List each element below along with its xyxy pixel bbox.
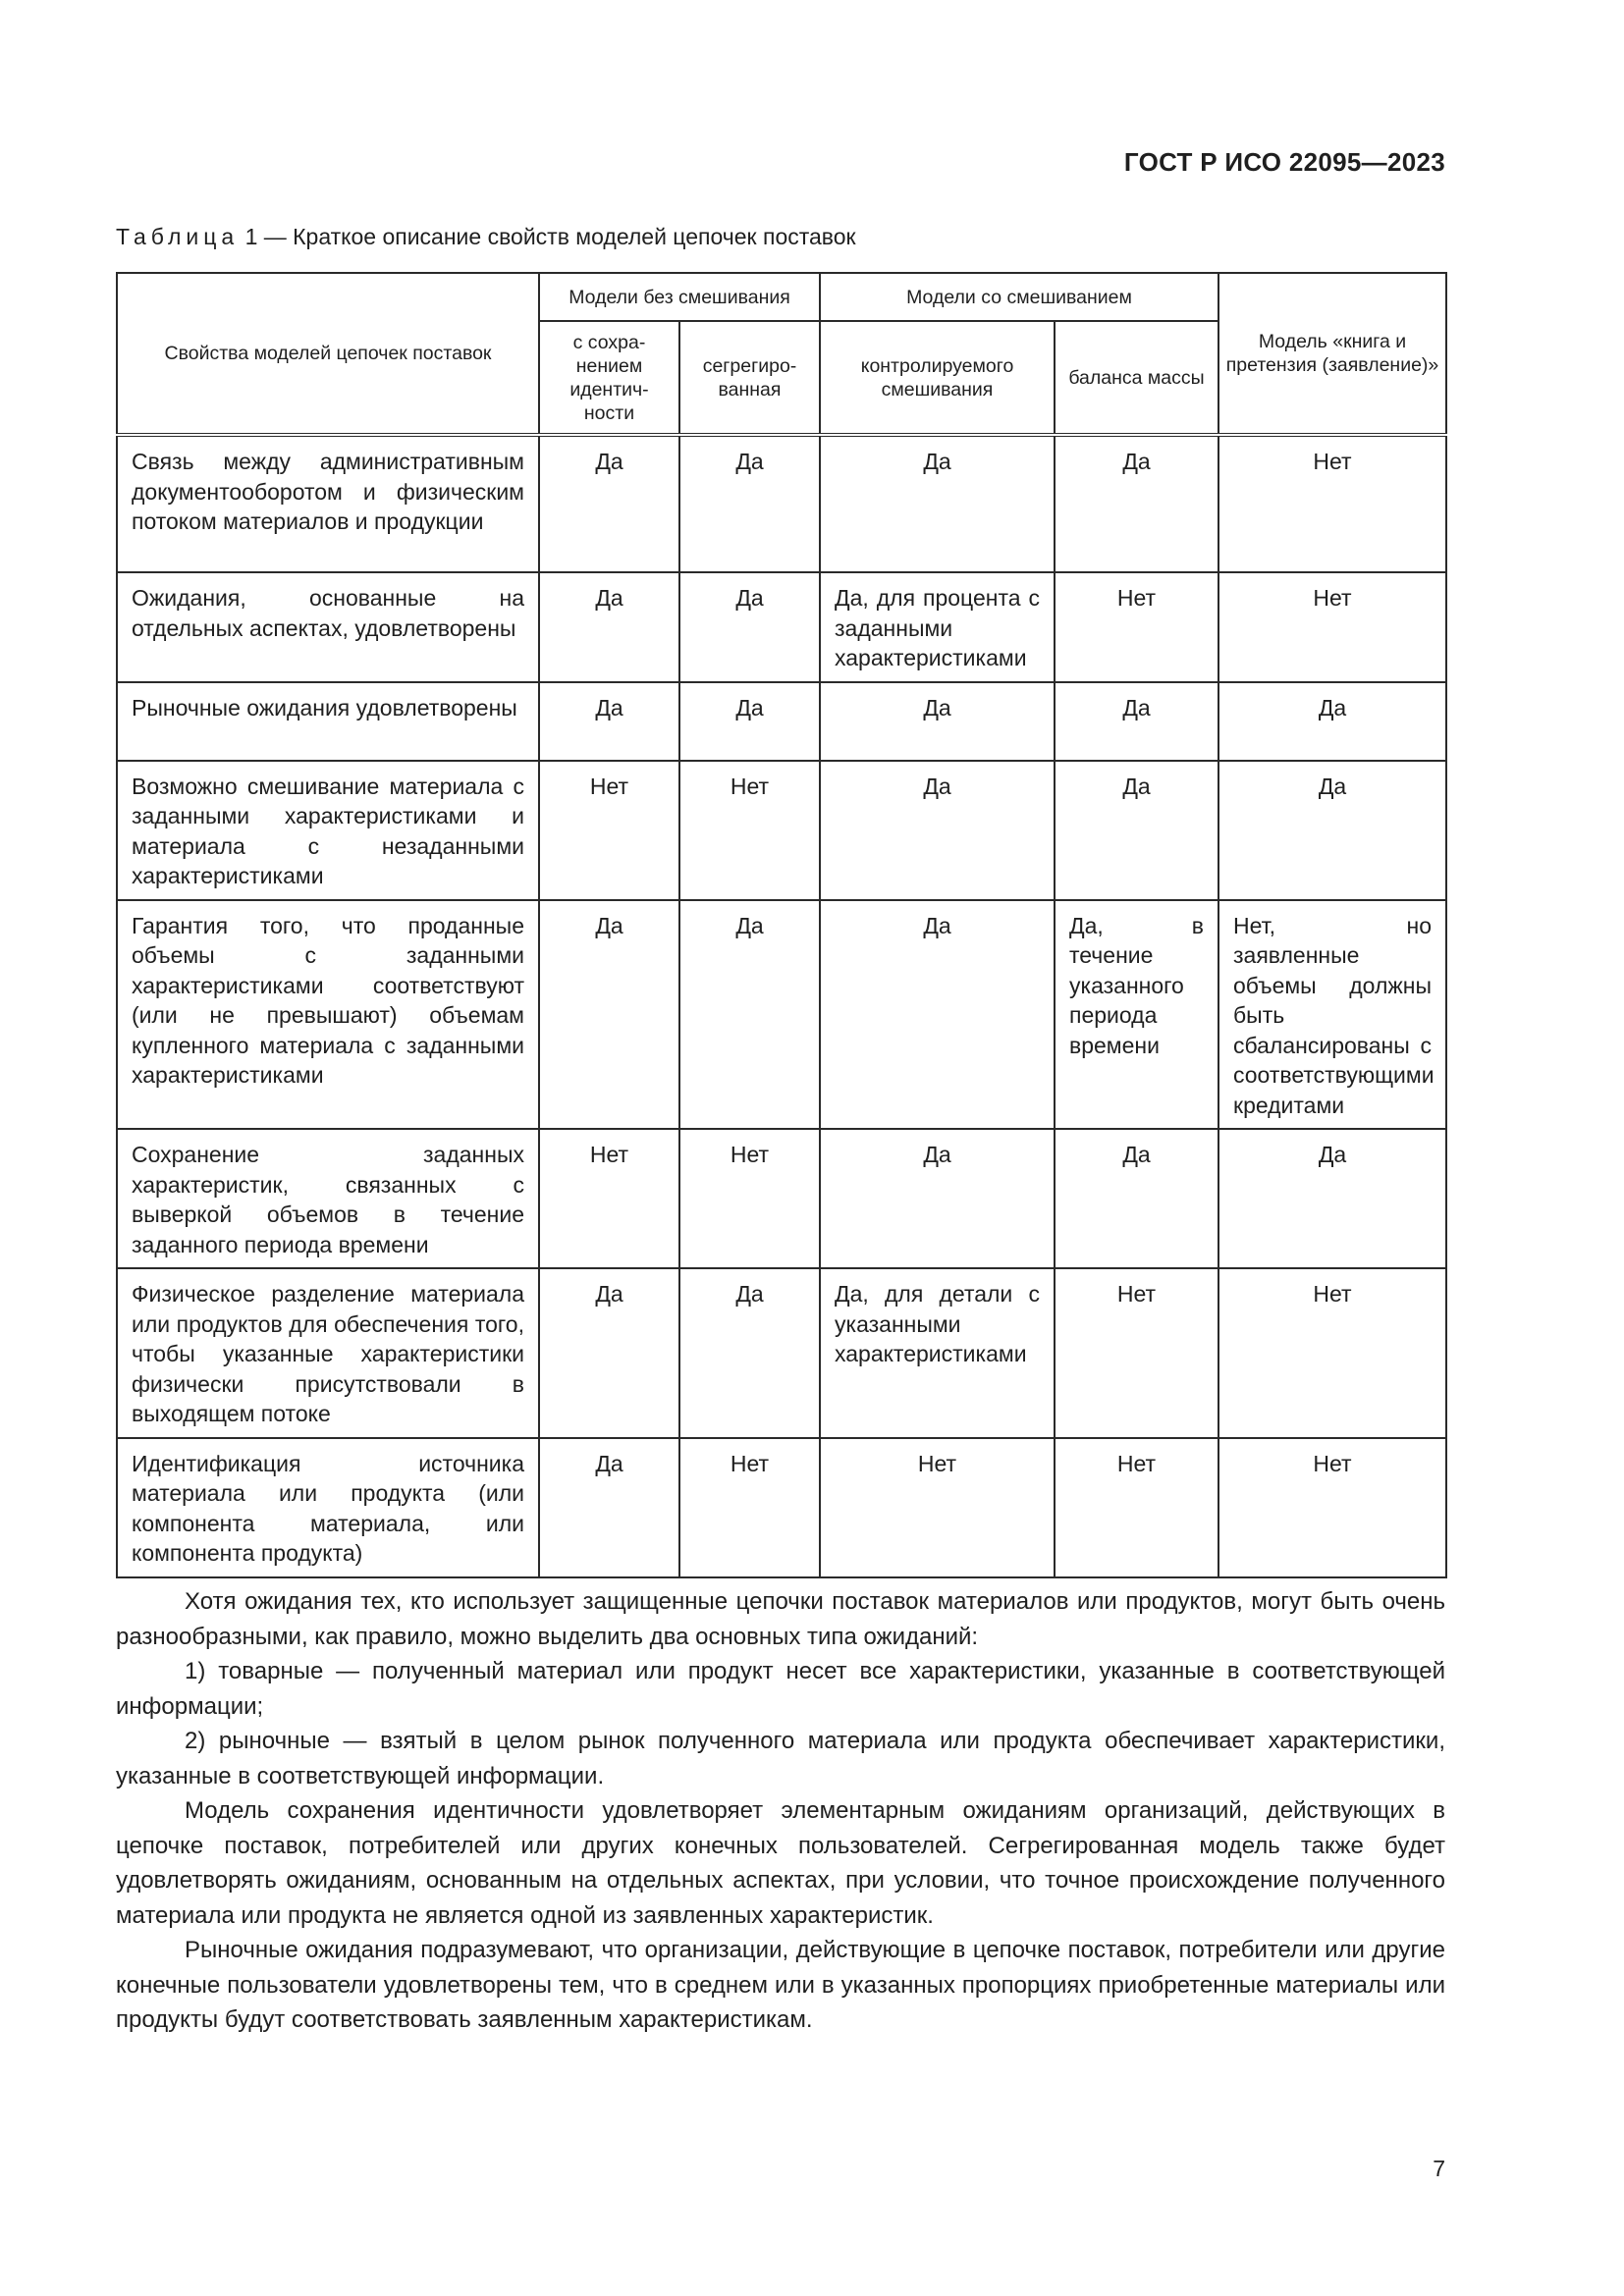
identity-cell: Да <box>539 1268 679 1438</box>
mass-balance-cell: Да <box>1055 1129 1218 1268</box>
property-cell: Ожидания, основанные на отдельных аспектах, удовлетворены <box>117 572 539 682</box>
paragraph: 1) товарные — полученный материал или продукт несет все характеристики, указанные в соответствующей информации; <box>116 1658 1445 1720</box>
document-code-header: ГОСТ Р ИСО 22095—2023 <box>1123 147 1445 177</box>
paragraph: 2) рыночные — взятый в целом рынок полученного материала или продукта обеспечивает характеристики, указанные в соответствующей информации. <box>116 1728 1445 1789</box>
paragraph: Хотя ожидания тех, кто использует защищенные цепочки поставок материалов или продуктов, могут быть очень разнообразными, как правило, можно выделить два основных типа ожиданий: <box>116 1588 1445 1650</box>
controlled-cell: Да <box>820 1129 1055 1268</box>
book-claim-cell: Нет <box>1218 1438 1446 1577</box>
table-row <box>117 1438 1446 1577</box>
controlled-cell: Да, для процента с заданными характеристиками <box>820 572 1055 682</box>
table-caption <box>116 224 856 250</box>
identity-cell: Да <box>539 1438 679 1577</box>
identity-cell: Да <box>539 900 679 1130</box>
book-claim-cell: Нет <box>1218 1268 1446 1438</box>
controlled-cell: Да <box>820 900 1055 1130</box>
segregated-cell: Нет <box>679 1129 820 1268</box>
table-row <box>117 761 1446 900</box>
mass-balance-cell: Нет <box>1055 1268 1218 1438</box>
property-cell: Сохранение заданных характеристик, связанных с выверкой объемов в течение заданного периода времени <box>117 1129 539 1268</box>
header-segregated: сегрегиро-ванная <box>679 321 820 435</box>
segregated-cell: Да <box>679 682 820 761</box>
book-claim-cell: Да <box>1218 761 1446 900</box>
segregated-cell: Нет <box>679 1438 820 1577</box>
table-caption-label: Таблица <box>116 224 240 249</box>
identity-cell: Да <box>539 435 679 572</box>
book-claim-cell: Нет, но заявленные объемы должны быть сбалансированы с соответствующими кредитами <box>1218 900 1446 1130</box>
segregated-cell: Да <box>679 435 820 572</box>
book-claim-cell: Да <box>1218 682 1446 761</box>
table-header <box>117 273 1446 435</box>
body-text <box>116 1584 1445 2038</box>
header-mass-balance: баланса массы <box>1055 321 1218 435</box>
segregated-cell: Да <box>679 1268 820 1438</box>
table-caption-text: 1 — Краткое описание свойств моделей цепочек поставок <box>239 224 856 249</box>
property-cell: Гарантия того, что проданные объемы с заданными характеристиками соответствуют (или не превышают) объемам купленного материала с заданными характеристиками <box>117 900 539 1130</box>
book-claim-cell: Нет <box>1218 572 1446 682</box>
controlled-cell: Да <box>820 682 1055 761</box>
header-properties: Свойства моделей цепочек поставок <box>117 273 539 435</box>
mass-balance-cell: Да, в течение указанного периода времени <box>1055 900 1218 1130</box>
property-cell: Идентификация источника материала или продукта (или компонента материала, или компонента продукта) <box>117 1438 539 1577</box>
header-group-mixing: Модели со смешиванием <box>820 273 1218 321</box>
paragraph: Модель сохранения идентичности удовлетворяет элементарным ожиданиям организаций, действующих в цепочке поставок, потребителей или других конечных пользователей. Сегрегированная модель также будет удовлетворять ожиданиям, основанным на отдельных аспектах, при условии, что точное происхождение полученного материала или продукта не является одной из заявленных характеристик. <box>116 1797 1445 1929</box>
table-row <box>117 1268 1446 1438</box>
identity-cell: Нет <box>539 761 679 900</box>
controlled-cell: Нет <box>820 1438 1055 1577</box>
segregated-cell: Нет <box>679 761 820 900</box>
property-cell: Рыночные ожидания удовлетворены <box>117 682 539 761</box>
property-cell: Связь между административным документооборотом и физическим потоком материалов и продукции <box>117 435 539 572</box>
controlled-cell: Да <box>820 435 1055 572</box>
identity-cell: Да <box>539 682 679 761</box>
header-identity-preserved: с сохра-нением идентич-ности <box>539 321 679 435</box>
mass-balance-cell: Да <box>1055 682 1218 761</box>
table-row <box>117 572 1446 682</box>
header-book-claim: Модель «книга и претензия (заявление)» <box>1218 273 1446 435</box>
paragraph: Рыночные ожидания подразумевают, что организации, действующие в цепочке поставок, потребители или другие конечные пользователи удовлетворены тем, что в среднем или в указанных пропорциях приобретенные материалы или продукты будут соответствовать заявленным характеристикам. <box>116 1937 1445 2033</box>
table-row <box>117 900 1446 1130</box>
property-cell: Физическое разделение материала или продуктов для обеспечения того, чтобы указанные характеристики физически присутствовали в выходящем потоке <box>117 1268 539 1438</box>
page-number: 7 <box>1433 2156 1445 2181</box>
book-claim-cell: Да <box>1218 1129 1446 1268</box>
segregated-cell: Да <box>679 572 820 682</box>
property-cell: Возможно смешивание материала с заданными характеристиками и материала с незаданными характеристиками <box>117 761 539 900</box>
table-row <box>117 435 1446 572</box>
mass-balance-cell: Да <box>1055 435 1218 572</box>
table-row <box>117 682 1446 761</box>
mass-balance-cell: Нет <box>1055 1438 1218 1577</box>
mass-balance-cell: Да <box>1055 761 1218 900</box>
header-group-no-mixing: Модели без смешивания <box>539 273 820 321</box>
table-body <box>117 435 1446 1577</box>
table-row <box>117 1129 1446 1268</box>
identity-cell: Да <box>539 572 679 682</box>
segregated-cell: Да <box>679 900 820 1130</box>
mass-balance-cell: Нет <box>1055 572 1218 682</box>
controlled-cell: Да, для детали с указанными характеристиками <box>820 1268 1055 1438</box>
book-claim-cell: Нет <box>1218 435 1446 572</box>
header-controlled-mixing: контролируемого смешивания <box>820 321 1055 435</box>
controlled-cell: Да <box>820 761 1055 900</box>
identity-cell: Нет <box>539 1129 679 1268</box>
supply-chain-models-table <box>116 272 1447 1578</box>
